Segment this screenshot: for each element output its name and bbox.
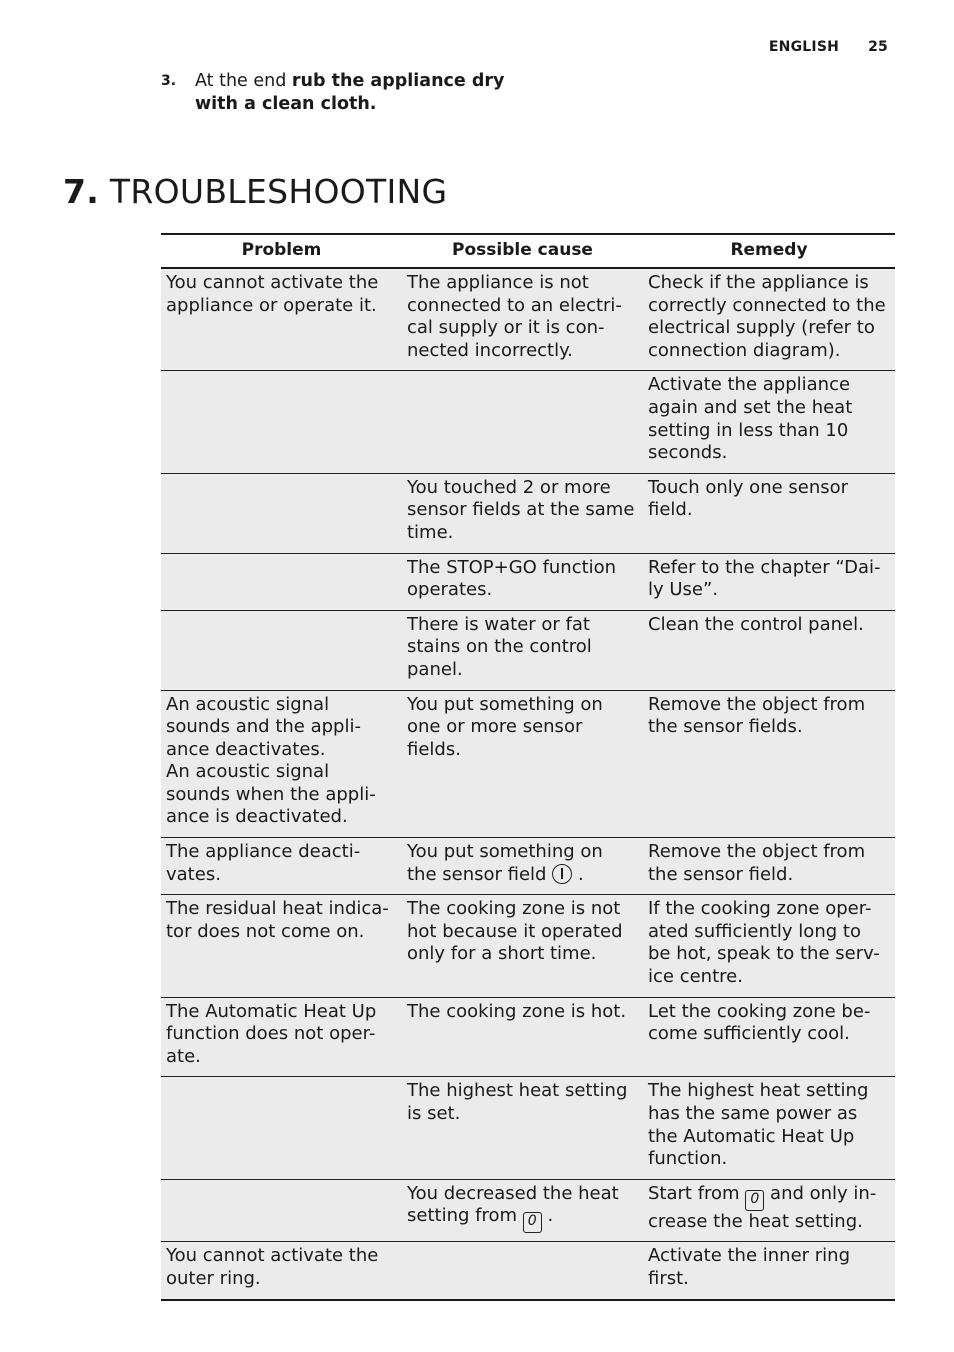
table-row [161, 690, 895, 838]
table-header-row [161, 234, 895, 268]
cause-cell: The appliance is not connected to an electri-cal supply or it is con-nected incorrectly. [402, 268, 643, 371]
remedy-cell: Touch only one sensor field. [643, 473, 895, 553]
problem-text-2: An acoustic signal sounds when the appli-ance is deactivated. [166, 761, 376, 828]
page-header [769, 39, 888, 55]
cause-cell: You touched 2 or more sensor fields at the same time. [402, 473, 643, 553]
step-text-bold: rub the appliance dry with a clean cloth. [195, 71, 505, 114]
problem-cell: You cannot activate the appliance or operate it. [161, 268, 402, 371]
problem-cell: The appliance deacti-vates. [161, 838, 402, 895]
cause-cell: The cooking zone is hot. [402, 997, 643, 1077]
cause-cell [402, 1179, 643, 1242]
table-row [161, 268, 895, 371]
cause-cell: The cooking zone is not hot because it operated only for a short time. [402, 895, 643, 997]
cause-cell: There is water or fat stains on the control panel. [402, 610, 643, 690]
problem-cell [161, 371, 402, 473]
table-row [161, 371, 895, 473]
problem-text: An acoustic signal sounds and the appli-ance deactivates. [166, 693, 361, 760]
remedy-cell [643, 1179, 895, 1242]
problem-cell [161, 553, 402, 610]
step-text-intro: At the end [195, 71, 292, 91]
language-label: ENGLISH [768, 39, 840, 55]
problem-cell [161, 473, 402, 553]
cleaning-step [161, 70, 521, 115]
table-row [161, 473, 895, 553]
column-header-cause: Possible cause [402, 234, 643, 268]
section-title-text: TROUBLESHOOTING [109, 172, 448, 211]
remedy-cell: Refer to the chapter “Dai-ly Use”. [643, 553, 895, 610]
table-row [161, 610, 895, 690]
remedy-text-end: and only in-crease the heat setting. [648, 1182, 877, 1232]
problem-cell [161, 610, 402, 690]
problem-cell [161, 690, 402, 838]
cause-text-end: . [572, 863, 584, 885]
remedy-text: Start from [648, 1182, 740, 1204]
section-number: 7. [63, 172, 100, 211]
remedy-cell: Clean the control panel. [643, 610, 895, 690]
troubleshooting-table [161, 233, 895, 1301]
problem-cell [161, 1179, 402, 1242]
remedy-cell: Let the cooking zone be-come sufficiently cool. [643, 997, 895, 1077]
problem-cell: The residual heat indica-tor does not come on. [161, 895, 402, 997]
problem-cell: You cannot activate the outer ring. [161, 1242, 402, 1300]
cause-text: You put something on the sensor field [407, 841, 603, 885]
step-text [195, 70, 521, 115]
table-row [161, 997, 895, 1077]
remedy-cell: The highest heat setting has the same power as the Automatic Heat Up function. [643, 1077, 895, 1179]
remedy-cell: Check if the appliance is correctly connected to the electrical supply (refer to connection diagram). [643, 268, 895, 371]
power-symbol-icon [552, 864, 572, 884]
remedy-cell: Remove the object from the sensor fields. [643, 690, 895, 838]
zero-symbol-icon: 0 [745, 1190, 764, 1211]
table-row [161, 895, 895, 997]
cause-cell [402, 838, 643, 895]
problem-cell: The Automatic Heat Up function does not oper-ate. [161, 997, 402, 1077]
cause-cell: The STOP+GO function operates. [402, 553, 643, 610]
cause-cell [402, 371, 643, 473]
remedy-cell: If the cooking zone oper-ated sufficiently long to be hot, speak to the serv-ice centre. [643, 895, 895, 997]
step-number: 3. [161, 73, 177, 89]
table-row [161, 1242, 895, 1300]
cause-cell: You put something on one or more sensor fields. [402, 690, 643, 838]
section-title [63, 172, 447, 211]
cause-cell [402, 1242, 643, 1300]
remedy-cell: Activate the inner ring first. [643, 1242, 895, 1300]
column-header-remedy: Remedy [643, 234, 895, 268]
table-row [161, 1179, 895, 1242]
table-row [161, 1077, 895, 1179]
problem-cell [161, 1077, 402, 1179]
zero-symbol-icon: 0 [523, 1212, 542, 1233]
column-header-problem: Problem [161, 234, 402, 268]
cause-cell: The highest heat setting is set. [402, 1077, 643, 1179]
table-row [161, 553, 895, 610]
page-number: 25 [868, 39, 888, 55]
remedy-cell: Activate the appliance again and set the heat setting in less than 10 seconds. [643, 371, 895, 473]
cause-text-end: . [541, 1205, 554, 1227]
table-row [161, 838, 895, 895]
cause-text: You decreased the heat setting from [407, 1182, 619, 1227]
remedy-cell: Remove the object from the sensor field. [643, 838, 895, 895]
